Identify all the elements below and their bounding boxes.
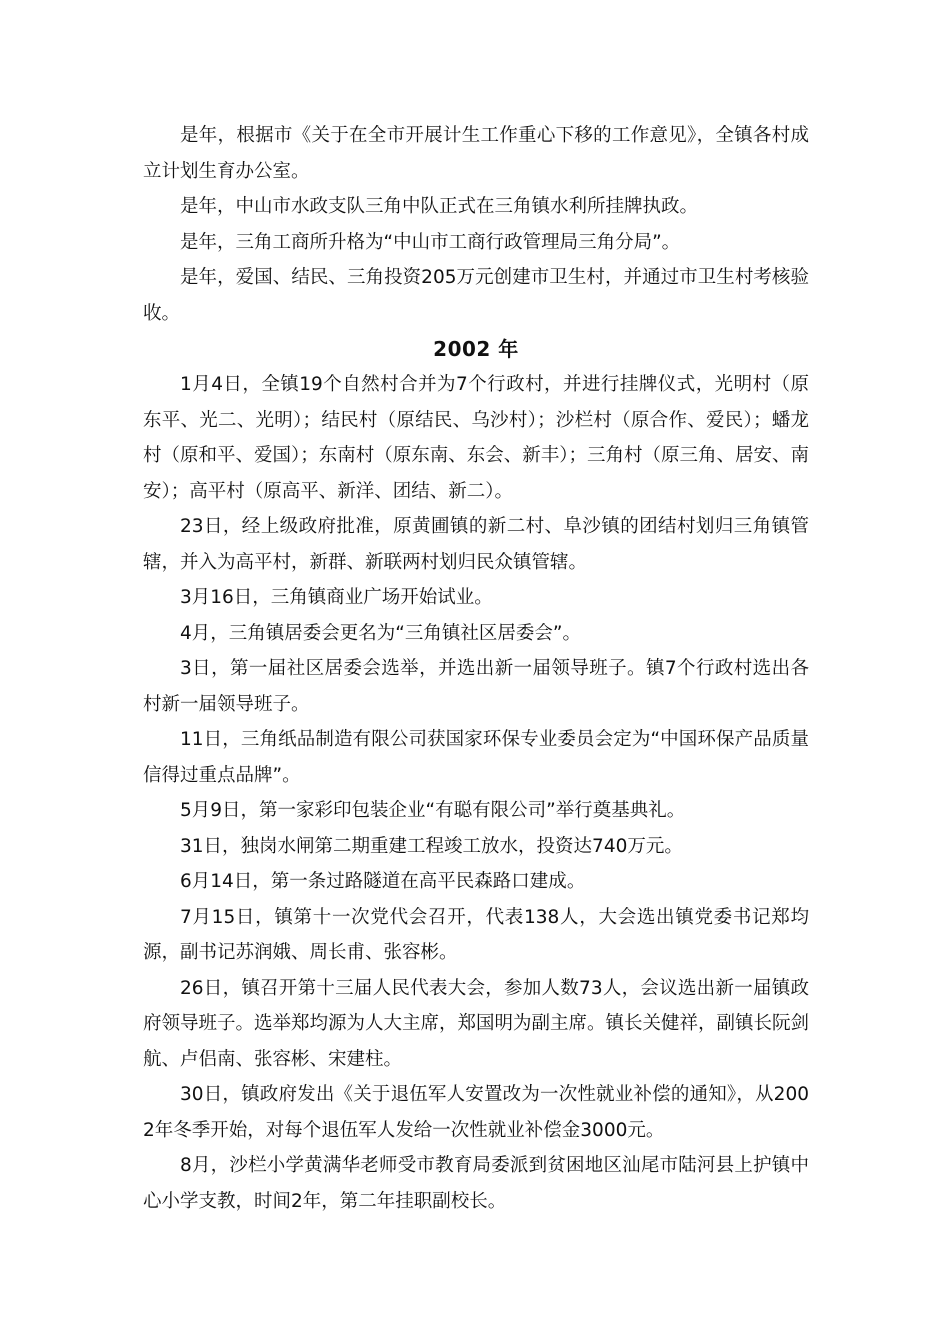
paragraph: 26日，镇召开第十三届人民代表大会，参加人数73人，会议选出新一届镇政府领导班子。选举郑均源为人大主席，郑国明为副主席。镇长关健祥，副镇长阮剑航、卢侣南、张容彬、宋建柱。 bbox=[143, 977, 810, 1070]
paragraph: 30日，镇政府发出《关于退伍军人安置改为一次性就业补偿的通知》，从2002年冬季开始，对每个退伍军人发给一次性就业补偿金3000元。 bbox=[143, 1084, 809, 1141]
paragraph: 7月15日，镇第十一次党代会召开，代表138人，大会选出镇党委书记郑均源，副书记苏润娥、周长甫、张容彬。 bbox=[143, 906, 809, 963]
paragraph: 3月16日，三角镇商业广场开始试业。 bbox=[180, 587, 493, 608]
paragraph: 6月14日，第一条过路隧道在高平民森路口建成。 bbox=[180, 871, 586, 892]
paragraph: 23日，经上级政府批准，原黄圃镇的新二村、阜沙镇的团结村划归三角镇管辖，并入为高平村，新群、新联两村划归民众镇管辖。 bbox=[143, 516, 809, 573]
paragraph: 31日，独岗水闸第二期重建工程竣工放水，投资达740万元。 bbox=[180, 835, 683, 857]
year-heading: 2002 年 bbox=[433, 337, 519, 361]
paragraph: 3日，第一届社区居委会选举，并选出新一届领导班子。镇7个行政村选出各村新一届领导班子。 bbox=[143, 658, 809, 715]
paragraph: 是年，三角工商所升格为“中山市工商行政管理局三角分局”。 bbox=[180, 231, 681, 253]
paragraph: 是年，根据市《关于在全市开展计生工作重心下移的工作意见》，全镇各村成立计划生育办公室。 bbox=[143, 125, 809, 182]
paragraph: 是年，爱国、结民、三角投资205万元创建市卫生村，并通过市卫生村考核验收。 bbox=[143, 267, 809, 324]
paragraph: 5月9日，第一家彩印包装企业“有聪有限公司”举行奠基典礼。 bbox=[180, 800, 686, 821]
paragraph: 8月，沙栏小学黄满华老师受市教育局委派到贫困地区汕尾市陆河县上护镇中心小学支教，时间2年，第二年挂职副校长。 bbox=[143, 1155, 809, 1212]
paragraph: 是年，中山市水政支队三角中队正式在三角镇水利所挂牌执政。 bbox=[180, 196, 699, 217]
paragraph: 1月4日，全镇19个自然村合并为7个行政村，并进行挂牌仪式，光明村（原东平、光二、光明）；结民村（原结民、乌沙村）；沙栏村（原合作、爱民）；蟠龙村（原和平、爱国）；东南村（原东南、东会、新丰）；三角村（原三角、居安、南安）；高平村（原高平、新洋、团结、新二）。 bbox=[143, 374, 810, 502]
paragraph: 11日，三角纸品制造有限公司获国家环保专业委员会定为“中国环保产品质量信得过重点品牌”。 bbox=[143, 729, 809, 786]
document-page bbox=[143, 118, 809, 1219]
paragraph: 4月，三角镇居委会更名为“三角镇社区居委会”。 bbox=[180, 622, 581, 644]
